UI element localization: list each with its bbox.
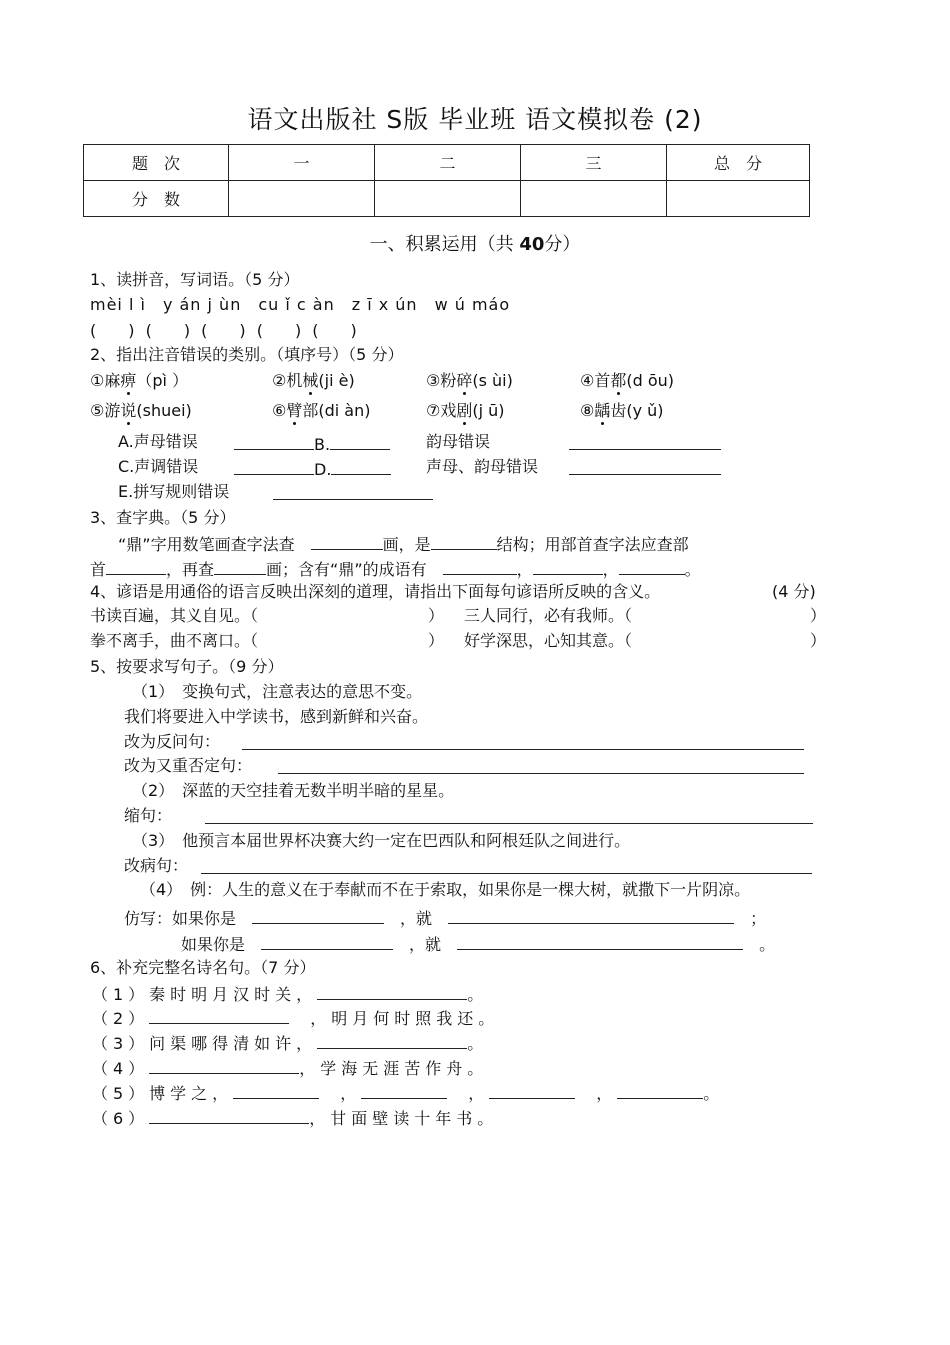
answer-blank[interactable] [317,1030,467,1049]
answer-blank[interactable] [457,931,743,950]
answer-blank[interactable] [330,431,390,450]
q3-line1: “鼎”字用数笔画查字法查 画，是 结构；用部首查字法应查部 [118,531,689,556]
q4-prompt: 4、谚语是用通俗的语言反映出深刻的道理，请指出下面每句谚语所反映的含义。 [90,582,661,601]
q2-cat-b-label: 韵母错误 [426,432,491,451]
answer-blank[interactable] [261,931,393,950]
answer-blank[interactable] [311,531,383,550]
q2-item: ⑦戏剧(j ū) [426,401,505,420]
q5-sub2: （2） 深蓝的天空挂着无数半明半暗的星星。 [132,781,455,800]
answer-blank[interactable] [214,556,266,575]
q2-item: ③粉碎(s ùi) [426,371,513,390]
score-header-cell: 总 分 [667,145,810,181]
q3-prompt: 3、查字典。（5 分） [90,508,236,527]
answer-blank[interactable] [331,456,391,475]
q2-item: ⑤游说(shuei) [90,401,192,420]
q5-sub1-sentence: 我们将要进入中学读书，感到新鲜和兴奋。 [124,707,429,726]
q4-proverb: 拳不离手，曲不离口。（ [90,631,259,650]
q6-prompt: 6、补充完整名诗名句。（7 分） [90,958,316,977]
answer-line[interactable] [201,855,812,880]
q4-proverb: 书读百遍，其义自见。（ [90,606,259,625]
answer-blank[interactable] [443,556,517,575]
q5-sub3: （3） 他预言本届世界杯决赛大约一定在巴西队和阿根廷队之间进行。 [132,831,631,850]
q5-label: 改为又重否定句： [124,756,253,775]
answer-line[interactable] [242,731,804,756]
answer-blank[interactable] [619,556,685,575]
q2-item: ①麻痹（pì ） [90,371,189,390]
q6-line: （6） ，甘面壁读十年书。 [92,1105,498,1130]
q4-proverb: 好学深思，心知其意。（ [464,631,633,650]
answer-blank[interactable] [234,431,314,450]
answer-blank[interactable] [233,1080,319,1099]
q4-points: (4 分) [772,582,816,601]
page-title: 语文出版社 S版 毕业班 语文模拟卷 (2) [247,105,703,134]
score-cell[interactable] [521,181,667,217]
q2-item: ④首都(d ōu) [580,371,675,390]
answer-blank[interactable] [448,905,734,924]
q6-line: （3）问渠哪得清如许， 。 [92,1030,488,1055]
score-table [83,144,810,217]
q2-item: ⑧龋齿(y ǔ) [580,401,664,420]
q5-prompt: 5、按要求写句子。（9 分） [90,657,284,676]
answer-blank[interactable] [489,1080,575,1099]
section-heading: 一、积累运用（共 40分） [369,234,581,255]
q2-cat-d-row: D. [234,456,391,481]
q6-line: （5）博学之， ， ， ， 。 [92,1080,724,1105]
q2-item: ②机械(ji è) [272,371,355,390]
score-table-header-row [84,145,810,181]
q2-blank-e[interactable] [273,481,433,506]
q5-label: 改病句： [124,856,189,875]
score-header-cell: 三 [521,145,667,181]
score-header-cell: 二 [375,145,521,181]
q1-answer-blanks[interactable]: ( ) ( ) ( ) ( ) ( ) [90,321,357,340]
score-header-cell: 题 次 [84,145,229,181]
answer-blank[interactable] [317,981,467,1000]
answer-blank[interactable] [234,456,314,475]
q3-line2: 首 ，再查 画；含有“鼎”的成语有 ， ， 。 [90,556,701,581]
answer-blank[interactable] [361,1080,447,1099]
score-cell[interactable] [375,181,521,217]
q4-paren: ） [428,631,445,650]
q5-label: 改为反问句： [124,732,221,751]
answer-blank[interactable] [149,1105,309,1124]
score-row-label: 分 数 [84,181,229,217]
answer-blank[interactable] [533,556,603,575]
answer-line[interactable] [278,755,804,780]
q5-sub1: （1） 变换句式，注意表达的意思不变。 [132,682,423,701]
q5-imitate-line1: 仿写：如果你是 ，就 ； [124,905,766,930]
q1-prompt: 1、读拼音，写词语。（5 分） [90,270,300,289]
answer-blank[interactable] [252,905,384,924]
answer-line[interactable] [205,805,813,830]
q5-label: 缩句： [124,806,173,825]
score-cell[interactable] [229,181,375,217]
q2-cat-a: A.声母错误 [118,432,198,451]
score-header-cell: 一 [229,145,375,181]
answer-blank[interactable] [149,1055,299,1074]
answer-blank[interactable] [431,531,497,550]
q4-paren: ） [428,606,445,625]
q4-paren: ） [810,631,827,650]
q5-imitate-line2: 如果你是 ，就 。 [181,931,775,956]
q6-line: （4） ，学海无涯苦作舟。 [92,1055,488,1080]
q2-cat-b-row: B. [234,431,390,456]
q6-line: （2） ，明月何时照我还。 [92,1005,499,1030]
q2-blank-d[interactable] [569,456,721,481]
answer-blank[interactable] [149,1005,289,1024]
q2-blank-b[interactable] [569,431,721,456]
q2-prompt: 2、指出注音错误的类别。（填序号）（5 分） [90,345,404,364]
q1-pinyin: mèi l ì y án j ùn cu ǐ c àn z ī x ún w ú máo [90,295,511,314]
q4-proverb: 三人同行，必有我师。（ [464,606,633,625]
q6-line: （1）秦时明月汉时关， 。 [92,981,488,1006]
q4-paren: ） [810,606,827,625]
score-table-row [84,181,810,217]
q2-cat-e: E.拼写规则错误 [118,482,230,501]
answer-blank[interactable] [106,556,166,575]
q2-cat-c: C.声调错误 [118,457,199,476]
answer-blank[interactable] [617,1080,703,1099]
q2-cat-d-label: 声母、韵母错误 [426,457,539,476]
q5-sub4: （4） 例：人生的意义在于奉献而不在于索取，如果你是一棵大树，就撒下一片阴凉。 [140,880,751,899]
q2-item: ⑥臂部(di àn) [272,401,371,420]
score-cell[interactable] [667,181,810,217]
